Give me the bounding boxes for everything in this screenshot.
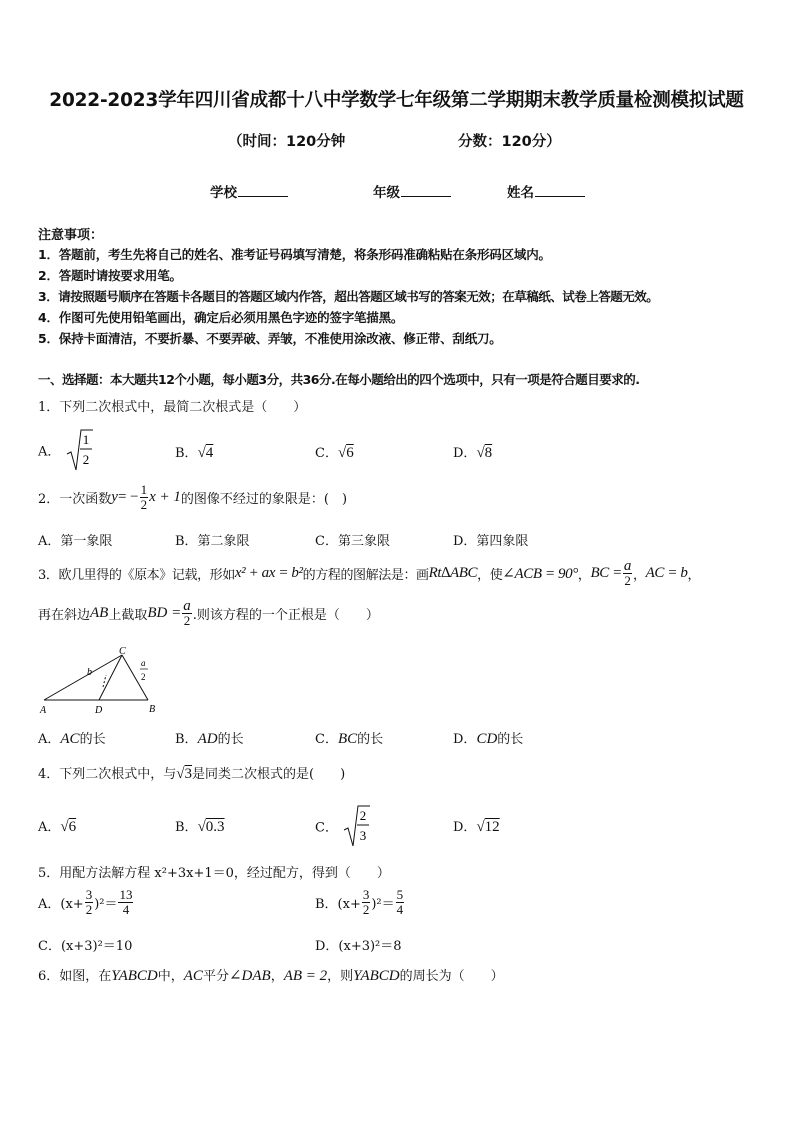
q3-stem-line1: 3．欧几里得的《原本》记载，形如x² + ax = b²的方程的图解法是：画Rt∆ABC，使∠ACB = 90°，BC = $\frac{a}{2}$ ，AC = b， [38, 558, 701, 588]
school-label: 学校 [210, 185, 237, 201]
exam-score: 分数：120分） [458, 134, 561, 150]
grade-label: 年级 [373, 185, 400, 201]
school-blank [238, 184, 288, 197]
q1-option-d: D．√8 [453, 445, 493, 461]
q1-option-a: A． 1 2 [38, 428, 93, 472]
note-item: 2．答题时请按要求用笔。 [38, 268, 182, 283]
triangle-figure [36, 645, 166, 717]
svg-text:C: C [119, 646, 126, 657]
sqrt-two-thirds-svg [342, 804, 370, 848]
q4-option-d: D．√12 [453, 819, 500, 835]
note-item: 3．请按照题号顺序在答题卡各题目的答题区域内作答，超出答题区域书写的答案无效；在草稿纸、试卷上答题无效。 [38, 289, 659, 304]
q5-option-d: D．(x+3)²＝8 [315, 939, 402, 954]
svg-text:1: 1 [82, 432, 89, 447]
note-item: 5．保持卡面清洁，不要折暴、不要弄破、弄皱，不准使用涂改液、修正带、刮纸刀。 [38, 331, 502, 346]
q2-option-b: B．第二象限 [175, 534, 250, 549]
name-label: 姓名 [507, 185, 534, 201]
svg-text:D: D [95, 705, 103, 716]
grade-field [373, 181, 451, 201]
q5-option-b: B．(x+ $\frac{3}{2}$ )²＝ $\frac{5}{4}$ [315, 887, 404, 917]
note-item: 4．作图可先使用铅笔画出，确定后必须用黑色字迹的签字笔描黑。 [38, 310, 404, 325]
school-field [210, 181, 288, 201]
page-title: 2022-2023学年四川省成都十八中学数学七年级第二学期期末教学质量检测模拟试题 [49, 90, 744, 111]
sqrt-half-svg [65, 428, 93, 472]
name-field [507, 181, 585, 201]
svg-text:B: B [149, 704, 156, 715]
grade-blank [401, 184, 451, 197]
q2-option-d: D．第四象限 [453, 534, 529, 549]
q3-option-a: A．AC的长 [38, 731, 106, 747]
svg-text:3: 3 [359, 828, 367, 843]
exam-time: （时间：120分钟 [228, 134, 346, 150]
q3-option-c: C．BC的长 [315, 731, 384, 747]
svg-text:A: A [40, 705, 47, 716]
svg-text:b: b [87, 667, 92, 678]
q3-option-d: D．CD的长 [453, 731, 524, 747]
q2-option-a: A．第一象限 [38, 534, 113, 549]
svg-text:2: 2 [141, 672, 146, 682]
q1-option-c: C．√6 [315, 445, 354, 461]
q5-option-c: C．(x+3)²＝10 [38, 939, 133, 954]
notes-heading: 注意事项： [38, 228, 104, 243]
q5-stem: 5．用配方法解方程 x²+3x+1＝0，经过配方，得到（ ） [38, 866, 390, 881]
q6-stem: 6．如图，在YABCD中，AC平分∠DAB，AB = 2，则YABCD的周长为（ ） [38, 968, 504, 984]
section-heading: 一、选择题：本大题共12个小题，每小题3分，共36分.在每小题给出的四个选项中，只有一项是符合题目要求的. [38, 372, 640, 387]
q4-option-a: A．√6 [38, 819, 77, 835]
q1-option-b: B．√4 [175, 445, 214, 461]
name-blank [535, 184, 585, 197]
q3-option-b: B．AD的长 [175, 731, 244, 747]
svg-text:2: 2 [359, 808, 367, 823]
q4-option-c: C． 2 3 [315, 804, 370, 848]
svg-text:2: 2 [82, 452, 89, 467]
q2-option-c: C．第三象限 [315, 534, 390, 549]
note-item: 1．答题前，考生先将自己的姓名、准考证号码填写清楚，将条形码准确粘贴在条形码区域内。 [38, 247, 551, 262]
q1-stem: 1．下列二次根式中，最简二次根式是（ ） [38, 400, 307, 415]
q3-stem-line2: 再在斜边AB上截取BD = $\frac{a}{2}$ .则该方程的一个正根是（ ） [38, 598, 379, 628]
q5-option-a: A．(x+ $\frac{3}{2}$ )²＝ $\frac{13}{4}$ [38, 887, 133, 917]
q4-stem: 4．下列二次根式中，与√3是同类二次根式的是( ) [38, 766, 346, 782]
svg-text:a: a [141, 658, 146, 668]
q4-option-b: B．√0.3 [175, 819, 225, 835]
q2-stem: 2．一次函数y= − $\frac{1}{2}$ x + 1的图像不经过的象限是：( ) [38, 482, 348, 512]
